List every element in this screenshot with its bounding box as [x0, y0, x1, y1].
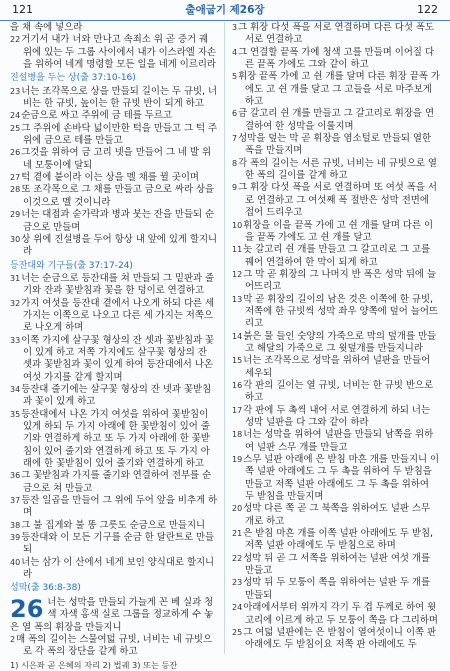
verse-number: 4: [232, 47, 238, 57]
verse: [232, 429, 440, 454]
verse: [232, 405, 440, 430]
footnote: 1) 시은좌 곧 은혜의 자리 2) 법궤 3) 또는 등잔: [10, 659, 178, 670]
section-heading: 성막(출 36:8-38): [10, 583, 81, 594]
verse: [232, 71, 440, 108]
verse-number: 37: [10, 496, 21, 506]
verse-text: 너는 성막을 만들되 가늘게 꼰 베 실과 청색 자색 홍색 실로 그룹을 정교하게 수 놓은 열 폭의 휘장을 만들지니: [10, 596, 214, 633]
verse-text: 너는 삼가 이 산에서 네게 보인 양식대로 할지니라: [21, 556, 215, 581]
verse-text: 등잔대 줄기에는 살구꽃 형상의 잔 넷과 꽃받침과 꽃이 있게 하고: [21, 383, 212, 408]
verse-text: 성막 다른 쪽 곧 그 북쪽을 위하여도 널판 스무 개로 하고: [243, 503, 431, 527]
verse-number: 23: [10, 86, 21, 96]
running-title: 출애굽기 제26장: [185, 4, 265, 16]
left-column: [10, 22, 218, 670]
verse-number: 19: [232, 455, 243, 465]
verse: [10, 22, 218, 34]
verse-number: 38: [10, 520, 21, 530]
verse: [232, 22, 440, 47]
chapter-number: 26: [10, 594, 44, 623]
verse-number: 24: [10, 111, 21, 121]
verse-text: 등잔 일곱을 만들어 그 위에 두어 앞을 비추게 하며: [21, 495, 218, 519]
verse: [10, 298, 218, 335]
verse-text: 스무 널판 아래에 은 받침 마흔 개를 만들지니 이쪽 널판 아래에도 그 두 촉을 위하여 두 받침을 만들고 저쪽 널판 아래에도 그 두 촉을 위하여 두 받침을 만들지며: [243, 454, 440, 503]
verse-text: 성막 뒤 두 모퉁이 쪽을 위하여는 널판 두 개를 만들되: [243, 577, 431, 601]
verse-text: 그것을 위하여 금 고리 넷을 만들어 그 네 발 위 네 모퉁이에 달되: [21, 147, 212, 171]
verse: [10, 110, 218, 122]
verse-number: 32: [10, 298, 21, 308]
verse-number: 9: [232, 183, 238, 193]
verse: [10, 409, 218, 471]
verse-number: 22: [10, 35, 21, 45]
verse-text: 그 막 곧 휘장의 그 나머지 반 폭은 성막 뒤에 늘어뜨리고: [243, 268, 437, 293]
verse-number: 15: [232, 356, 243, 366]
verse-number: 31: [10, 273, 21, 283]
verse-number: 13: [232, 294, 243, 304]
verse-text: 거기서 내가 너와 만나고 속죄소 위 곧 증거 궤 위에 있는 두 그룹 사이에서 내가 이스라엘 자손을 위하여 네게 명령할 모든 일을 네게 이르리라: [21, 34, 216, 71]
verse: [232, 355, 440, 380]
verse-text: 그 여덟 널판에는 은 받침이 열여섯이니 이쪽 판 아래에도 두 받침이요 저쪽 판 아래에도 두: [243, 626, 437, 651]
column-divider: [224, 22, 225, 654]
verse-text: 등잔대와 이 모든 기구를 순금 한 달란트로 만들되: [21, 532, 215, 556]
verse: [10, 495, 218, 520]
verse-number: 40: [10, 557, 21, 567]
verse-number: 36: [10, 471, 21, 481]
verse-text: 너는 조각목으로 성막을 위하여 널판을 만들어 세우되: [243, 355, 431, 379]
verse-number: 20: [232, 504, 243, 514]
verse: [10, 234, 218, 259]
verse-text: 성막을 덮는 막 곧 휘장을 염소털로 만들되 열한 폭을 만들지며: [238, 133, 432, 157]
verse: [232, 182, 440, 219]
verse-number: 29: [10, 210, 21, 220]
verse-number: 3: [232, 23, 238, 32]
page-number-left: 121: [12, 3, 33, 16]
verse-text: 또 조각목으로 그 채를 만들고 금으로 싸라 상을 이것으로 멜 것이니라: [21, 184, 215, 208]
verse: [10, 470, 218, 495]
verse-number: 18: [232, 430, 243, 440]
verse: [232, 553, 440, 578]
verse-text: 을 채 속에 넣으라: [10, 22, 83, 33]
section-heading: 등잔대와 기구들(출 37:17-24): [10, 260, 133, 271]
verse-text: 턱 곁에 붙이라 이는 상을 멜 채를 뀔 곳이며: [21, 172, 199, 184]
verse-text: 성막 뒤 곧 그 서쪽을 위하여는 널판 여섯 개를 만들고: [243, 552, 431, 577]
verse-text: 그 연결할 끝폭 가에 청색 고를 만들며 이어질 다른 끝폭 가에도 그와 같이 하고: [238, 46, 435, 71]
verse: [10, 147, 218, 172]
verse-number: 24: [232, 603, 243, 613]
verse: [232, 528, 440, 553]
verse-text: 막 곧 휘장의 길이의 남은 것은 이쪽에 한 규빗, 저쪽에 한 규빗씩 성막 좌우 양쪽에 덮어 늘어뜨리고: [243, 293, 438, 330]
verse-text: 휘장을 이을 끝폭 가에 고 쉰 개를 달며 다른 이을 끝폭 가에도 고 쉰 개를 달고: [243, 219, 434, 243]
verse: [232, 503, 440, 528]
verse: [10, 184, 218, 209]
verse-text: 너는 대접과 숟가락과 병과 붓는 잔을 만들되 순금으로 만들며: [21, 209, 215, 233]
verse: [10, 34, 218, 71]
verse-text: 상 위에 진설병을 두어 항상 내 앞에 있게 할지니라: [21, 233, 218, 258]
verse-number: 16: [232, 380, 243, 390]
verse: [232, 380, 440, 405]
verse-text: 그 휘장 다섯 폭을 서로 연결하며 다른 다섯 폭도 서로 연결하고: [238, 22, 435, 46]
verse-number: 23: [232, 578, 243, 588]
verse-number: 30: [10, 234, 21, 244]
verse: [10, 384, 218, 409]
verse: [232, 454, 440, 503]
verse: [232, 627, 440, 652]
verse-text: 매 폭의 길이는 스물여덟 규빗, 너비는 네 규빗으로 각 폭의 장단을 같게 하고: [16, 633, 213, 658]
verse: [232, 158, 440, 183]
verse-number: 10: [232, 220, 243, 230]
verse-number: 6: [232, 109, 238, 119]
verse-number: 35: [10, 409, 21, 419]
verse-number: 21: [232, 529, 243, 539]
verse: [10, 86, 218, 111]
verse-number: 17: [232, 405, 243, 415]
verse-number: 14: [232, 331, 243, 341]
verse-text: 등잔대에서 나온 가지 여섯을 위하여 꽃받침이 있게 하되 두 가지 아래에 한 꽃받침이 있어 줄기와 연결하게 하고 또 두 가지 아래에 한 꽃받침이 있어 줄기와 연결하게 하고 또 두 가지 아래에 한 꽃받침이 있어 줄기와 연결하게 하고: [21, 408, 210, 470]
page-number-right: 122: [417, 3, 438, 16]
verse-number: 27: [10, 173, 21, 183]
verse: [10, 557, 218, 582]
verse-text: 휘장 끝폭 가에 고 쉰 개를 달며 다른 휘장 끝폭 가에도 고 쉰 개를 달고 그 고들을 서로 마주보게 하고: [238, 71, 440, 108]
verse-number: 8: [232, 158, 238, 168]
verse-number: 25: [10, 123, 21, 133]
page-header: [0, 0, 450, 21]
verse-text: 각 폭의 길이는 서른 규빗, 너비는 네 규빗으로 열한 폭의 길이를 같게 하고: [238, 157, 437, 182]
verse-number: 11: [232, 245, 243, 255]
verse: [10, 273, 218, 298]
verse-text: 순금으로 싸고 주위에 금 테를 두르고: [21, 110, 172, 122]
verse-text: 그 불 집게와 불 똥 그릇도 순금으로 만들지니: [21, 519, 206, 531]
verse: [232, 244, 440, 269]
verse: [232, 602, 440, 627]
verse-text: 각 판의 길이는 열 규빗, 너비는 한 규빗 반으로 하고: [243, 379, 434, 404]
chapter-start: [10, 594, 218, 634]
verse-number: 7: [232, 134, 238, 144]
verse-number: 2: [10, 634, 16, 644]
verse: [232, 577, 440, 602]
verse-number: 39: [10, 533, 21, 543]
verse-number: 5: [232, 72, 238, 82]
verse-number: 12: [232, 269, 243, 279]
verse-text: 놋 갈고리 쉰 개를 만들고 그 갈고리로 그 고를 꿰어 연결하여 한 막이 되게 하고: [243, 244, 431, 268]
verse-number: 28: [10, 185, 21, 195]
verse: [10, 532, 218, 557]
verse-number: 22: [232, 553, 243, 563]
verse: [232, 269, 440, 294]
verse-text: 각 판에 두 촉씩 내어 서로 연결하게 하되 너는 성막 널판을 다 그와 같이 하라: [243, 404, 431, 428]
section-heading: 진설병을 두는 상(출 37:10-16): [10, 73, 136, 84]
verse: [232, 108, 440, 133]
verse-text: 너는 성막을 위하여 널판을 만들되 남쪽을 위하여 널판 스무 개를 만들고: [243, 429, 434, 453]
verse: [10, 123, 218, 148]
verse-number: 25: [232, 627, 243, 637]
verse: [232, 133, 440, 158]
verse-text: 그 휘장 다섯 폭을 서로 연결하며 또 여섯 폭을 서로 연결하고 그 여섯째 폭 절반은 성막 전면에 접어 드리우고: [238, 182, 437, 219]
verse: [232, 294, 440, 331]
verse-text: 너는 조각목으로 상을 만들되 길이는 두 규빗, 너비는 한 규빗, 높이는 한 규빗 반이 되게 하고: [21, 85, 218, 110]
verse-number: 33: [10, 335, 21, 345]
verse-text: 가지 여섯을 등잔대 곁에서 나오게 하되 다른 세 가지는 이쪽으로 나오고 다른 세 가지는 저쪽으로 나오게 하며: [21, 297, 215, 334]
verse: [10, 209, 218, 234]
verse: [232, 331, 440, 356]
verse: [232, 220, 440, 245]
verse-number: 34: [10, 384, 21, 394]
verse-text: 금 갈고리 쉰 개를 만들고 그 갈고리로 휘장을 연결하여 한 성막을 이룰지며: [238, 108, 435, 132]
verse-text: 은 받침 마흔 개를 이쪽 널판 아래에도 두 받침, 저쪽 널판 아래에도 두 받침으로 하며: [243, 528, 434, 552]
verse-text: 아래에서부터 위까지 각기 두 겹 두께로 하여 윗고리에 이르게 하고 두 모퉁이 쪽을 다 그리하며: [243, 602, 438, 626]
verse-text: 붉은 물 들인 숫양의 가죽으로 막의 덮개를 만들고 해달의 가죽으로 그 윗덮개를 만들지니라: [243, 330, 437, 354]
verse-text: 그 꽃받침과 가지를 줄기와 연결하여 전부를 순금으로 쳐 만들고: [21, 470, 212, 494]
verse: [10, 634, 218, 659]
verse-text: 너는 순금으로 등잔대를 쳐 만들되 그 밑판과 줄기와 잔과 꽃받침과 꽃을 한 덩이로 연결하고: [21, 272, 215, 297]
verse: [232, 47, 440, 72]
verse: [10, 172, 218, 184]
verse-text: 이쪽 가지에 살구꽃 형상의 잔 셋과 꽃받침과 꽃이 있게 하고 저쪽 가지에도 살구꽃 형상의 잔 셋과 꽃받침과 꽃이 있게 하여 등잔대에서 나온 여섯 가지를 같게 할지며: [21, 334, 215, 383]
verse: [10, 520, 218, 532]
right-column: [232, 22, 440, 654]
verse-text: 그 주위에 손바닥 넓이만한 턱을 만들고 그 턱 주위에 금으로 테를 만들고: [21, 122, 218, 147]
verse-number: 26: [10, 148, 21, 158]
verse: [10, 335, 218, 384]
